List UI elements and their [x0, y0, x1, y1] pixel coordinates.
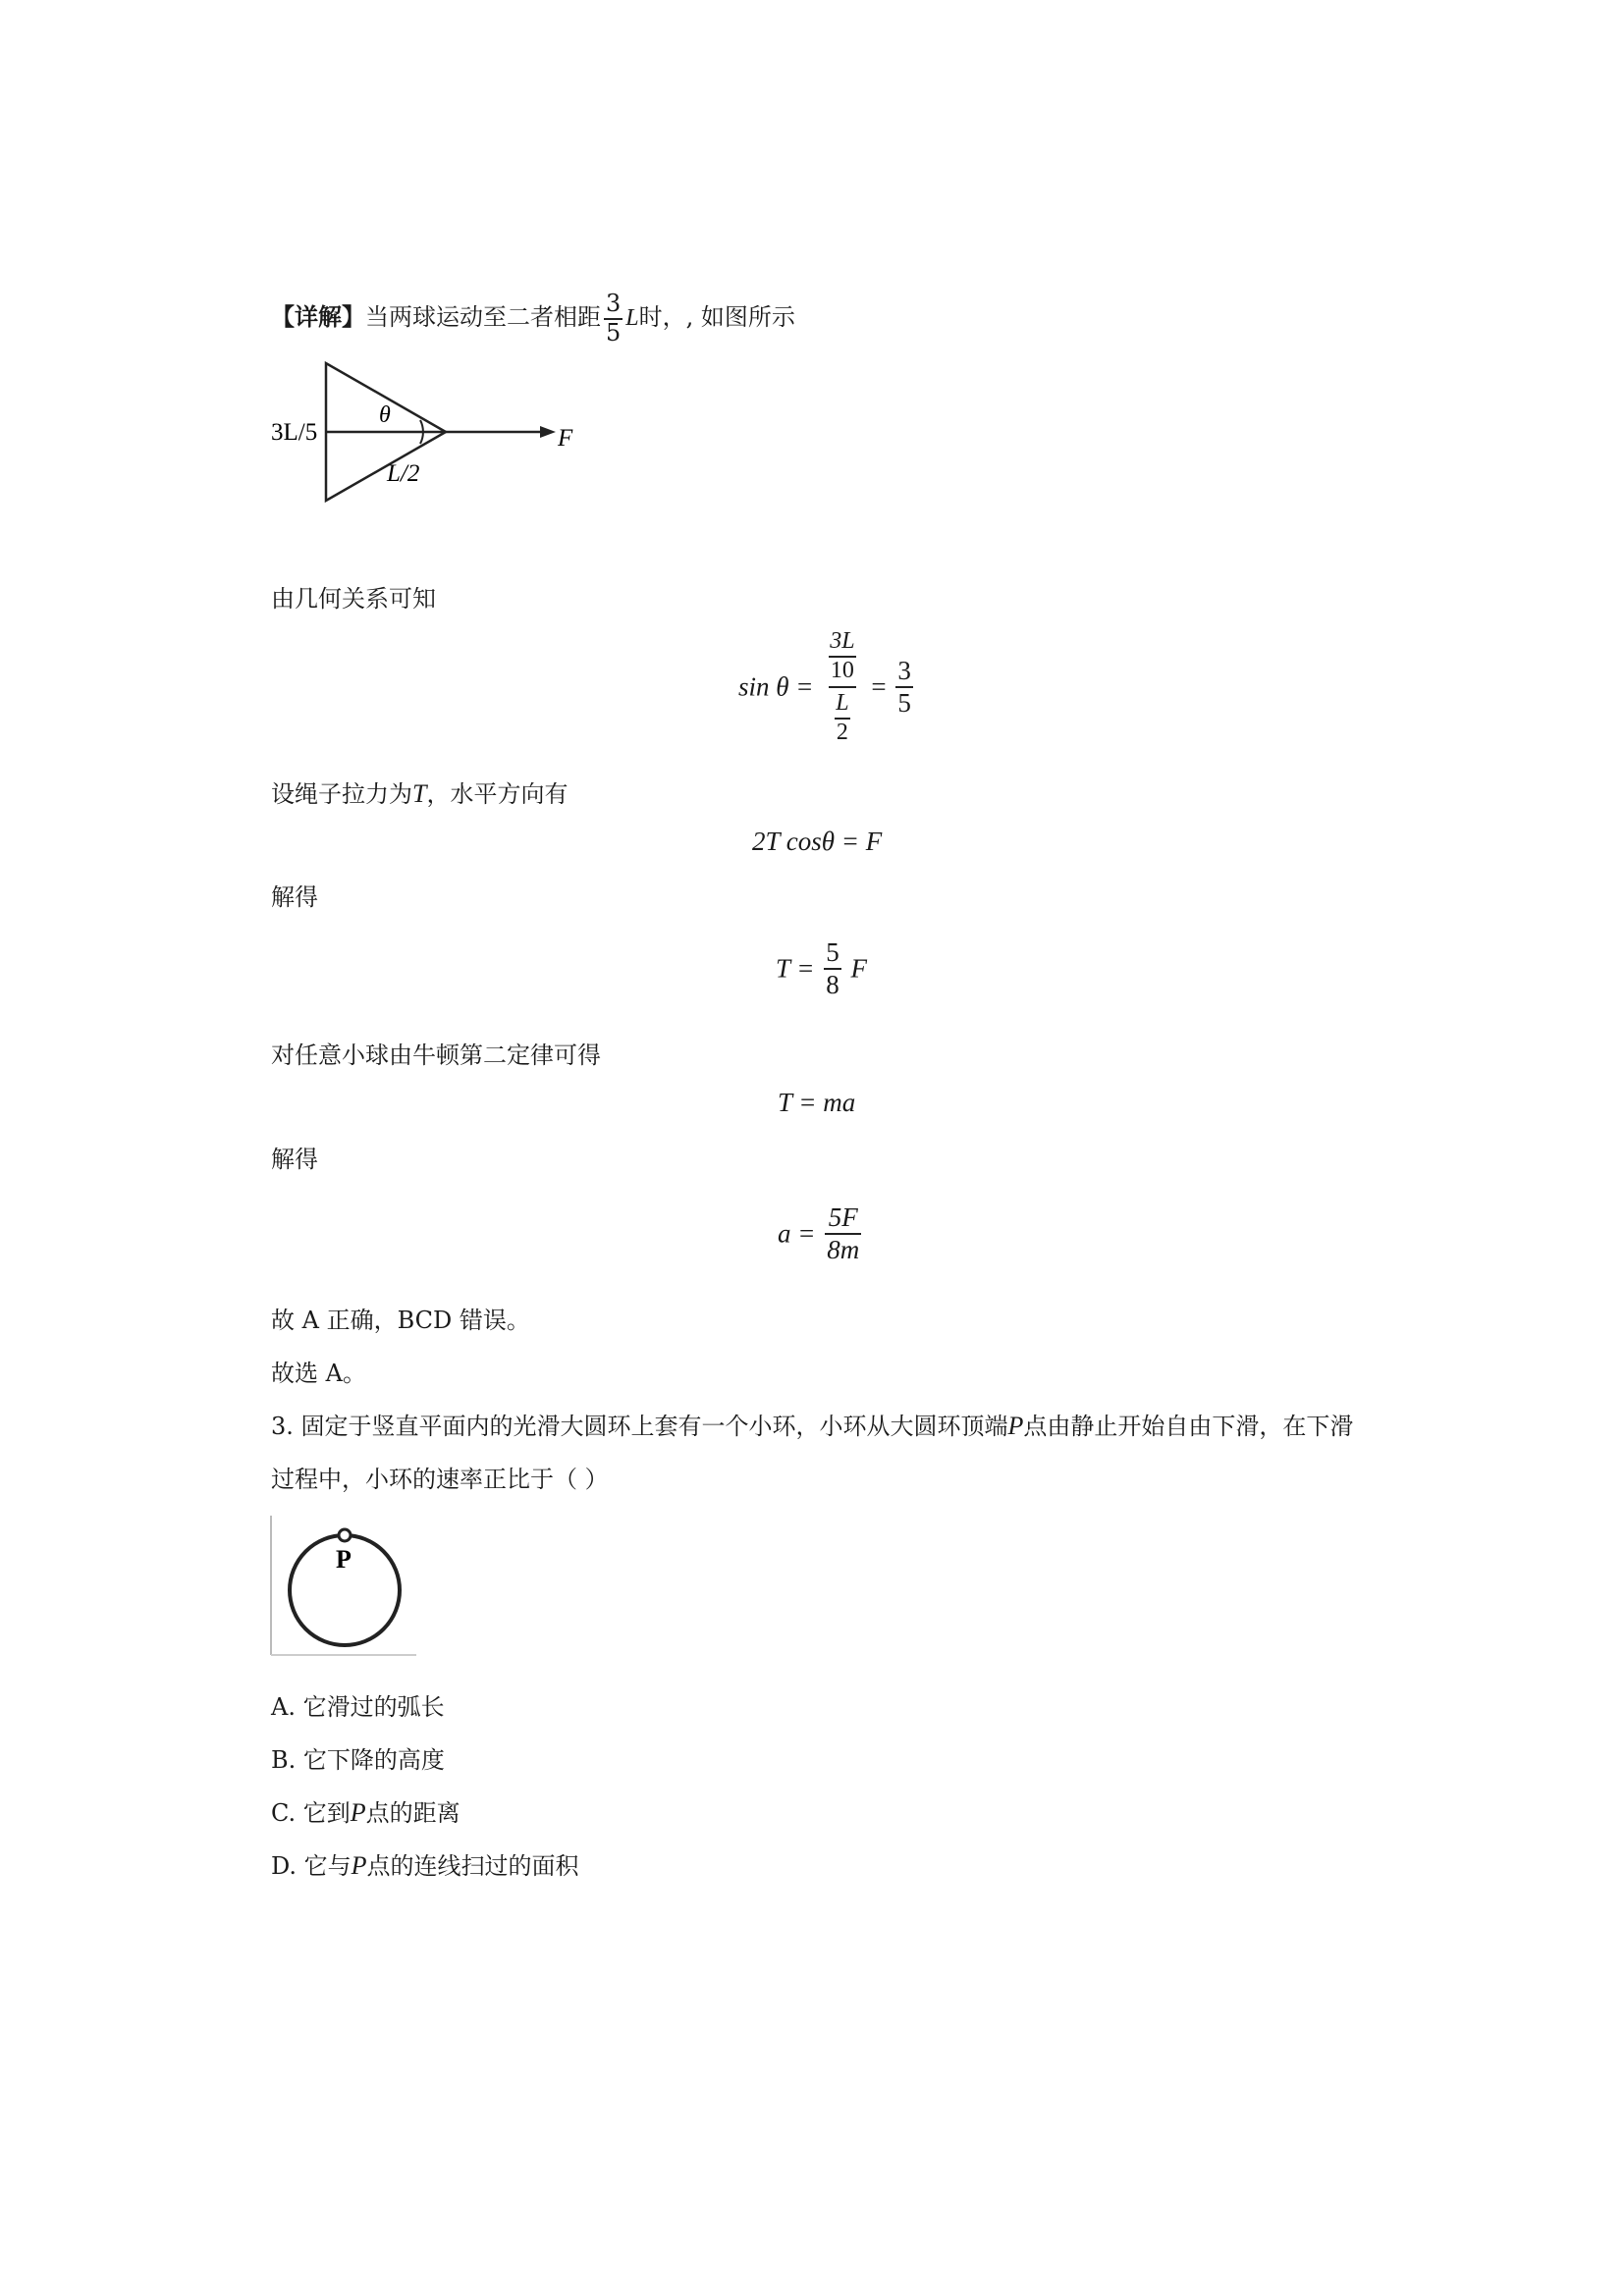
option-d-after: 点的连线扫过的面积	[366, 1852, 579, 1880]
equation-acceleration	[778, 1202, 864, 1265]
question-3-line-2: 过程中，小环的速率正比于（ ）	[271, 1466, 609, 1493]
fraction-three-fifths	[604, 291, 623, 347]
detail-text-after: 时，, 如图所示	[638, 303, 795, 332]
eq-sin-equals: =	[871, 671, 887, 702]
fraction-denominator: 5	[606, 318, 622, 347]
paragraph-newton: 对任意小球由牛顿第二定律可得	[271, 1041, 601, 1069]
inner-fraction-L-2	[834, 690, 850, 746]
label-force-F: F	[558, 425, 573, 452]
paragraph-solve-1: 解得	[271, 883, 318, 911]
fraction-numerator: 3	[606, 290, 622, 317]
option-d-variable-P: P	[351, 1851, 367, 1880]
inner-den-den: 2	[836, 719, 848, 745]
paragraph-geometry: 由几何关系可知	[271, 585, 436, 613]
inner-num-num: 3L	[830, 628, 855, 654]
inner-fraction-3L-10	[828, 628, 856, 684]
compound-denominator	[829, 686, 855, 746]
tension-text-before: 设绳子拉力为	[271, 780, 412, 808]
triangle-force-diagram	[263, 355, 587, 512]
equation-newton: T = ma	[778, 1088, 856, 1117]
option-d-before: D. 它与	[271, 1852, 352, 1880]
question-3-line-1	[271, 1410, 1353, 1443]
eq-T-den: 8	[826, 970, 839, 1000]
eq-T-lhs: T =	[776, 953, 815, 984]
inner-num-den: 10	[830, 657, 854, 683]
label-theta: θ	[379, 402, 391, 428]
force-arrowhead	[540, 426, 556, 438]
paragraph-solve-2: 解得	[271, 1146, 318, 1173]
fraction-five-eighths	[824, 937, 841, 1000]
inner-den-num: L	[836, 690, 849, 717]
eq-T-num: 5	[826, 937, 839, 967]
variable-L: L	[625, 305, 639, 332]
paragraph-tension	[271, 777, 568, 811]
equation-tension-value	[776, 937, 867, 1000]
option-c	[271, 1796, 460, 1830]
label-half-L: L/2	[387, 460, 420, 487]
detail-text-before: 当两球运动至二者相距	[365, 303, 601, 332]
question-line1-before: 3. 固定于竖直平面内的光滑大圆环上套有一个小环，小环从大圆环顶端	[271, 1413, 1008, 1440]
compound-numerator	[823, 628, 861, 686]
detail-line	[271, 291, 795, 347]
eq-a-num: 5F	[828, 1202, 858, 1232]
option-c-before: C. 它到	[271, 1799, 351, 1827]
variable-T: T	[412, 779, 427, 808]
option-c-variable-P: P	[350, 1798, 366, 1827]
conclusion-correct: 故 A 正确，BCD 错误。	[271, 1307, 530, 1334]
label-point-P: P	[336, 1545, 352, 1574]
rhs-fraction	[895, 656, 913, 719]
question-line1-after: 点由静止开始自由下滑，在下滑	[1023, 1413, 1354, 1440]
option-b: B. 它下降的高度	[271, 1746, 445, 1774]
eq-T-rhs: F	[850, 953, 867, 984]
label-left-side: 3L/5	[271, 419, 318, 446]
tension-text-after: ，水平方向有	[426, 780, 568, 808]
option-d	[271, 1849, 579, 1883]
fraction-5F-8m	[825, 1202, 861, 1265]
rhs-num: 3	[897, 656, 911, 686]
option-c-after: 点的距离	[365, 1799, 460, 1827]
eq-sin-lhs: sin θ =	[738, 671, 814, 702]
rhs-den: 5	[897, 688, 911, 719]
detail-bracket-label: 【详解】	[271, 302, 365, 332]
small-ring	[339, 1529, 351, 1541]
conclusion-choice: 故选 A。	[271, 1360, 366, 1387]
ring-diagram	[265, 1512, 422, 1659]
equation-force-balance: 2T cosθ = F	[752, 827, 883, 856]
eq-a-den: 8m	[827, 1235, 860, 1265]
compound-fraction	[823, 628, 861, 746]
option-a: A. 它滑过的弧长	[271, 1693, 445, 1721]
variable-P: P	[1007, 1412, 1024, 1440]
eq-a-lhs: a =	[778, 1218, 816, 1249]
equation-sin-theta	[738, 628, 916, 746]
